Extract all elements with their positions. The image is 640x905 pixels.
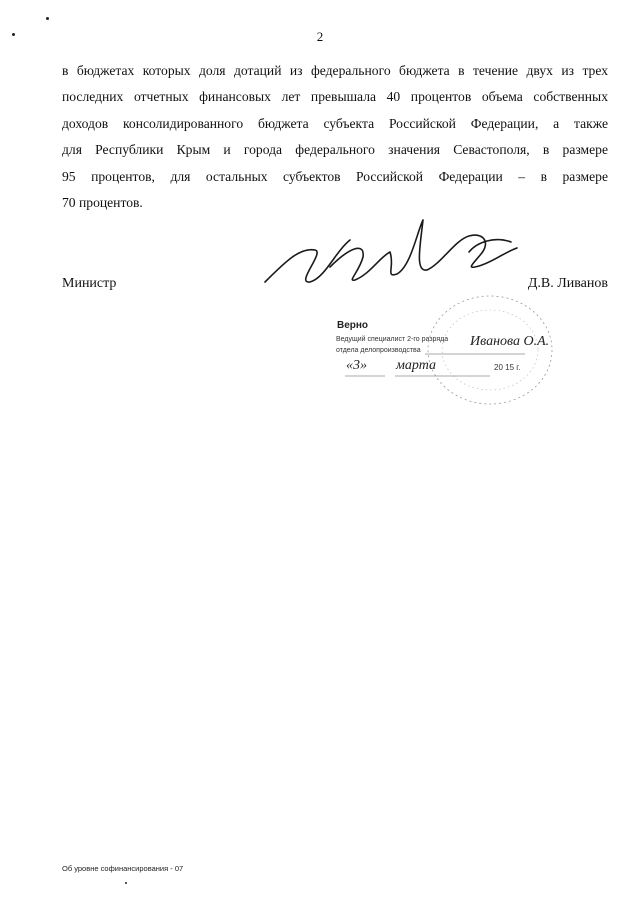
stamp-date-day: «3» [346,358,367,373]
scan-speck [46,17,49,20]
stamp-department: отдела делопроизводства [336,347,421,354]
stamp-date-month: марта [396,358,437,373]
scan-speck [125,882,127,884]
signer-name: Д.В. Ливанов [527,276,608,291]
stamp-position: Ведущий специалист 2-го разряда [336,336,449,343]
stamp-title: Верно [337,320,369,331]
body-paragraph [62,58,608,216]
stamp-date-year: 20 15 г. [494,363,521,372]
stamp-handwritten-name: Иванова О.А. [470,334,550,349]
stamp-underlines [325,300,565,410]
signer-title: Министр [62,276,117,291]
document-footer: Об уровне софинансирования - 07 [62,864,184,873]
handwritten-signature [255,212,535,302]
body-line: 95 процентов, для остальных субъектов Российской Федерации – в размере [62,168,608,184]
body-line: последних отчетных финансовых лет превышала 40 процентов объема собственных [62,89,608,105]
page-number: 2 [316,29,324,44]
body-line: для Республики Крым и города федерального значения Севастополя, в размере [62,142,608,158]
body-line: в бюджетах которых доля дотаций из федерального бюджета в течение двух из трех [62,63,608,78]
body-line: доходов консолидированного бюджета субъекта Российской Федерации, а также [62,115,608,131]
body-line: 70 процентов. [62,195,143,211]
